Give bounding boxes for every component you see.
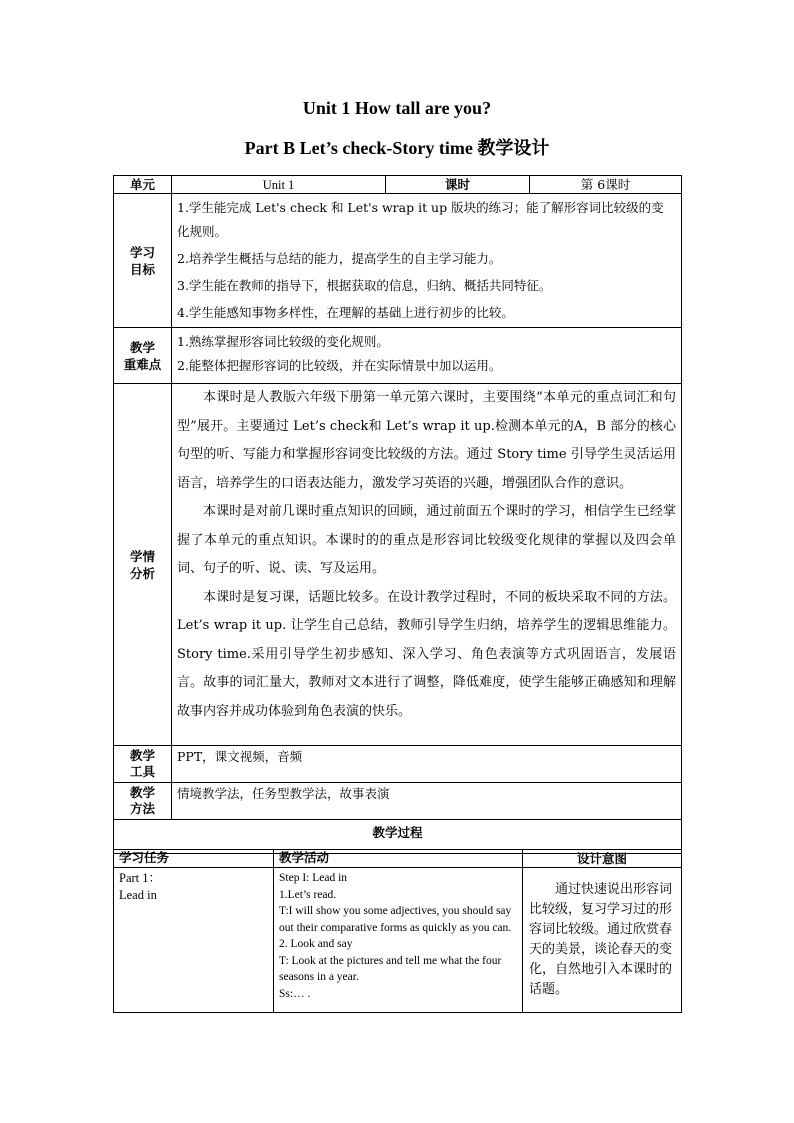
analysis-label (114, 384, 172, 746)
activity-line: Ss:… . (279, 987, 311, 1000)
tools-label (114, 746, 172, 783)
col-intent-header: 设计意图 (523, 850, 682, 868)
methods-label (114, 783, 172, 820)
analysis-row (114, 384, 682, 746)
task-line: Lead in (119, 888, 157, 902)
methods-value: 情境教学法，任务型教学法，故事表演 (172, 783, 682, 820)
goal-item: 1.学生能完成 Let's check 和 Let's wrap it up 版块的练习；能了解形容词比较级的变化规则。 (177, 200, 664, 239)
task-line: Part 1： (119, 871, 162, 885)
goals-label-2: 目标 (129, 261, 155, 277)
analysis-label-1: 学情 (129, 548, 155, 564)
process-heading: 教学过程 (114, 820, 682, 854)
intent-cell (523, 868, 682, 1013)
task-cell (114, 868, 274, 1013)
doc-title: Unit 1 How tall are you? (302, 98, 492, 118)
lesson-value: 第 6课时 (530, 176, 682, 194)
lesson-info-table (113, 175, 682, 854)
col-task-header: 学习任务 (114, 850, 274, 868)
goals-row (114, 194, 682, 328)
activity-line: T: Look at the pictures and tell me what the four seasons in a year. (279, 954, 502, 983)
lesson-label: 课时 (386, 176, 530, 194)
key-points-content (172, 328, 682, 384)
key-point-item: 2.能整体把握形容词的比较级，并在实际情景中加以运用。 (177, 358, 502, 373)
unit-value: Unit 1 (172, 176, 386, 194)
goal-item: 3.学生能在教师的指导下，根据获取的信息，归纳、概括共同特征。 (177, 278, 552, 293)
methods-label-2: 方法 (129, 801, 155, 816)
process-table (113, 849, 682, 1013)
intent-text: 通过快速说出形容词比较级，复习学习过的形容词比较级。通过欣赏春天的美景，谈论春天的变化，自然地引入本课时的话题。 (529, 882, 673, 997)
key-point-item: 1.熟练掌握形容词比较级的变化规则。 (177, 334, 389, 349)
process-header-row (114, 850, 682, 868)
activity-line: 2. Look and say (279, 938, 353, 950)
goals-content (172, 194, 682, 328)
key-points-label-1: 教学 (129, 339, 155, 355)
key-points-label (114, 328, 172, 384)
unit-row (114, 176, 682, 194)
analysis-label-2: 分析 (129, 565, 155, 581)
activity-line: 1.Let’s read. (279, 888, 337, 901)
activity-line: Step I: Lead in (279, 872, 348, 884)
process-row (114, 868, 682, 1013)
key-points-row (114, 328, 682, 384)
activity-line: T:I will show you some adjectives, you should say out their comparative forms as quickly as you can. (279, 905, 512, 934)
tools-value: PPT，课文视频，音频 (172, 746, 682, 783)
activity-cell (274, 868, 523, 1013)
goal-item: 2.培养学生概括与总结的能力，提高学生的自主学习能力。 (177, 251, 502, 266)
methods-row (114, 783, 682, 820)
tools-label-2: 工具 (129, 764, 155, 779)
goals-label-1: 学习 (129, 244, 155, 260)
goal-item: 4.学生能感知事物多样性，在理解的基础上进行初步的比较。 (177, 305, 514, 320)
unit-label: 单元 (114, 176, 172, 194)
doc-subtitle: Part B Let’s check-Story time 教学设计 (244, 138, 550, 158)
tools-label-1: 教学 (129, 748, 155, 763)
analysis-paragraph: 本课时是复习课，话题比较多。在设计教学过程时，不同的板块采取不同的方法。Let’s wrap it up. 让学生自己总结，教师引导学生归纳，培养学生的逻辑思维能力。Story time.采用引导学生初步感知、深入学习、角色表演等方式巩固语言，发展语言。故事的词汇量大，教师对文本进行了调整，降低难度，使学生能够正确感知和理解故事内容并成功体验到角色表演的快乐。 (177, 589, 676, 719)
analysis-content (172, 384, 682, 746)
analysis-paragraph: 本课时是对前几课时重点知识的回顾，通过前面五个课时的学习，相信学生已经掌握了本单元的重点知识。本课时的的重点是形容词比较级变化规律的掌握以及四会单词、句子的听、说、读、写及运用。 (177, 504, 676, 576)
goals-label (114, 194, 172, 328)
tools-row (114, 746, 682, 783)
col-activity-header: 教学活动 (274, 850, 523, 868)
analysis-paragraph: 本课时是人教版六年级下册第一单元第六课时，主要围绕“本单元的重点词汇和句型”展开。主要通过 Let’s check和 Let’s wrap it up.检测本单元的A，B 部分的核心句型的听、写能力和掌握形容词变比较级的方法。通过 Story time 引导学生灵活运用语言，培养学生的口语表达能力，激发学习英语的兴趣，增强团队合作的意识。 (177, 390, 676, 491)
key-points-label-2: 重难点 (123, 356, 162, 372)
methods-label-1: 教学 (129, 785, 155, 800)
